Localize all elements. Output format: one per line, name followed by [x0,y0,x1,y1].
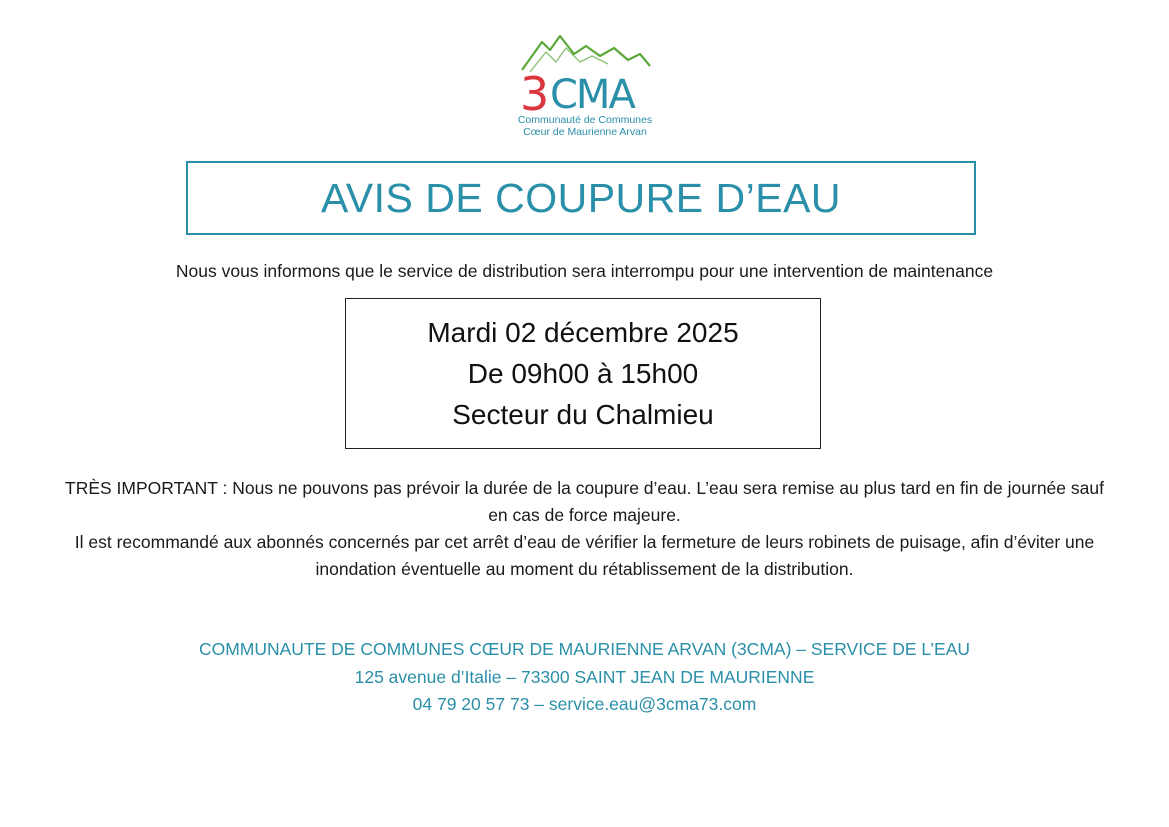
mountain-logo-icon [500,32,670,114]
notice-title: AVIS DE COUPURE D’EAU [320,174,842,221]
schedule-sector: Secteur du Chalmieu [452,399,714,430]
footer-org: COMMUNAUTE DE COMMUNES CŒUR DE MAURIENNE ARVAN (3CMA) – SERVICE DE L’EAU [198,639,971,659]
footer-contact-line: 04 79 20 57 73 – service.eau@3cma73.com [412,694,757,714]
svg-text:3: 3 [520,67,550,114]
important-label: TRÈS IMPORTANT : [65,478,228,498]
important-paragraph-1 [60,475,1109,529]
svg-text:CMA: CMA [550,72,634,114]
logo-subtitle-line1: Communauté de Communes [517,114,653,126]
important-notice [60,475,1109,583]
title-box [186,161,976,235]
logo-3cma [500,32,670,144]
footer-contact [0,636,1169,719]
important-line-1: Nous ne pouvons pas prévoir la durée de la coupure d’eau. L’eau sera remise au plus tard en fin de journée sauf en cas de force majeure. [232,478,1104,525]
intro-text: Nous vous informons que le service de distribution sera interrompu pour une intervention de maintenance [175,261,994,281]
footer-address: 125 avenue d’Italie – 73300 SAINT JEAN DE MAURIENNE [354,666,815,687]
schedule-box [345,298,821,449]
schedule-time: De 09h00 à 15h00 [467,358,699,389]
important-line-2: Il est recommandé aux abonnés concernés par cet arrêt d’eau de vérifier la fermeture de leurs robinets de puisage, afin d’éviter une inondation éventuelle au moment du rétablissement de la distribution. [74,532,1095,579]
schedule-date: Mardi 02 décembre 2025 [427,317,739,348]
logo-subtitle-line2: Cœur de Maurienne Arvan [523,126,647,138]
